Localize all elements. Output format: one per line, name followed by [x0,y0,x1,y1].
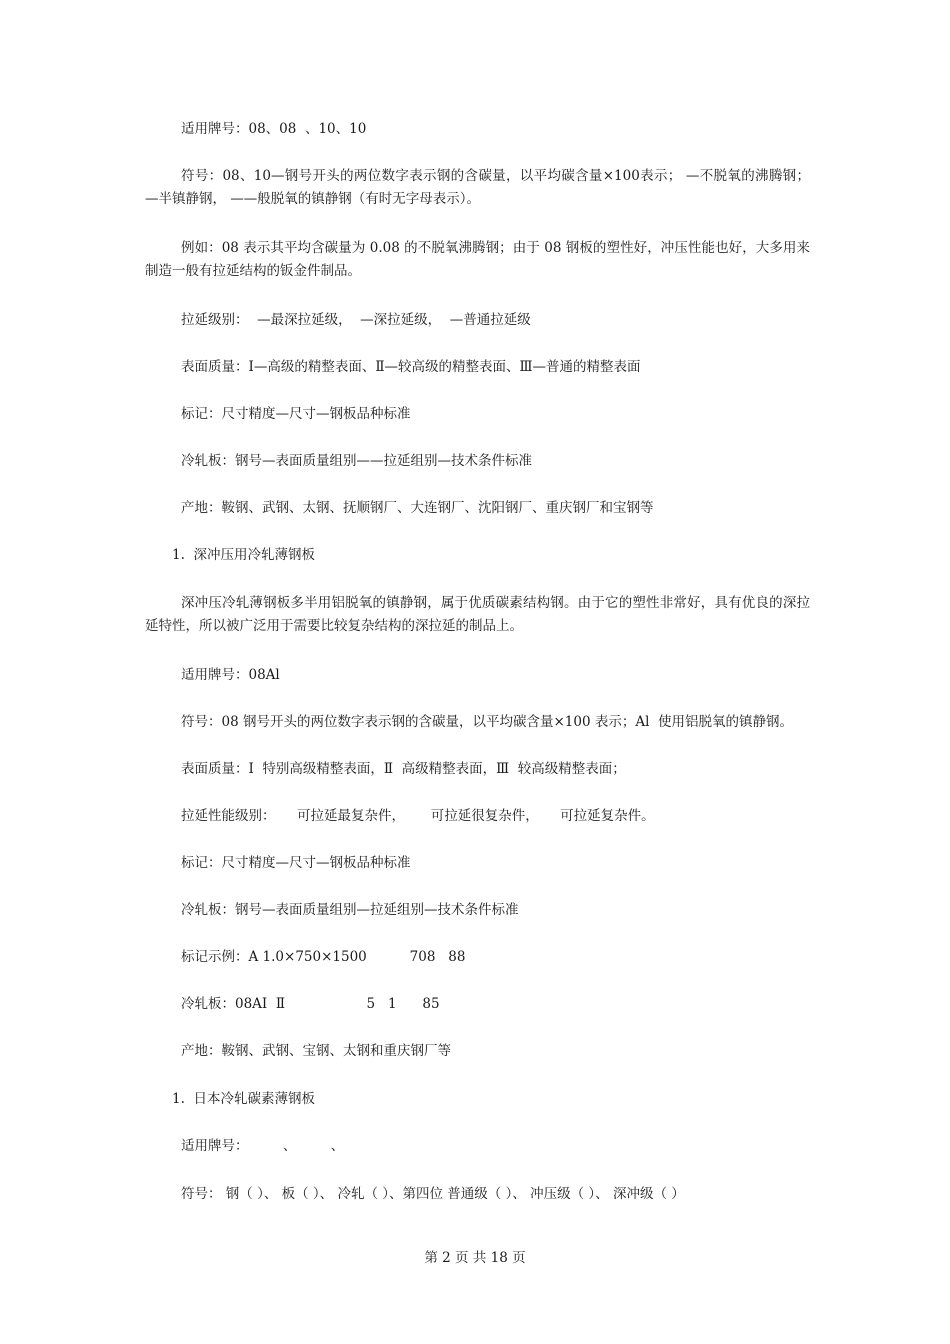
paragraph-symbol-definition: 符号：08、10—钢号开头的两位数字表示钢的含碳量，以平均碳含量×100表示； —不脱氧的沸腾钢； —半镇静钢， ——般脱氧的镇静钢（有时无字母表示）。 [145,168,810,207]
paragraph-drawing-grade: 拉延级别： —最深拉延级， —深拉延级， —普通拉延级 [181,312,531,328]
paragraph-applicable-grades-japan: 适用牌号： 、 、 [181,1138,345,1154]
paragraph-marking-example: 标记示例：A 1.0×750×1500 708 88 [181,949,466,965]
paragraph-surface-quality-08al: 表面质量：Ⅰ 特别高级精整表面，Ⅱ 高级精整表面，Ⅲ 较高级精整表面； [181,761,626,777]
paragraph-marking: 标记：尺寸精度—尺寸—钢板品种标准 [181,406,411,422]
paragraph-symbol-08al: 符号：08 钢号开头的两位数字表示钢的含碳量，以平均碳含量×100 表示；Al 使用铝脱氧的镇静钢。 [181,714,793,730]
paragraph-symbol-japan: 符号： 钢（ ）、 板（ ）、 冷轧（ ）、第四位 普通级（ ）、 冲压级（ ）、 深冲级（ ） [181,1186,685,1202]
paragraph-origin: 产地：鞍钢、武钢、太钢、抚顺钢厂、大连钢厂、沈阳钢厂、重庆钢厂和宝钢等 [181,500,654,516]
paragraph-cold-rolled: 冷轧板：钢号—表面质量组别——拉延组别—技术条件标准 [181,453,532,469]
paragraph-applicable-grades-08al: 适用牌号：08Al [181,667,280,683]
paragraph-cold-rolled-example: 冷轧板：08AⅠ Ⅱ 5 1 85 [181,996,440,1012]
paragraph-applicable-grades: 适用牌号：08、08 、10、10 [181,121,367,137]
section-heading-deep-drawing: 1. 深冲压用冷轧薄钢板 [172,547,315,563]
section-heading-japan: 1. 日本冷轧碳素薄钢板 [172,1091,315,1107]
paragraph-example: 例如：08 表示其平均含碳量为 0.08 的不脱氧沸腾钢；由于 08 钢板的塑性好，冲压性能也好，大多用来制造一般有拉延结构的钣金件制品。 [145,240,810,279]
paragraph-origin-2: 产地：鞍钢、武钢、宝钢、太钢和重庆钢厂等 [181,1043,451,1059]
page-footer: 第 2 页 共 18 页 [424,1250,526,1266]
paragraph-cold-rolled-2: 冷轧板：钢号—表面质量组别—拉延组别—技术条件标准 [181,902,519,918]
paragraph-drawing-performance: 拉延性能级别： 可拉延最复杂件， 可拉延很复杂件， 可拉延复杂件。 [181,808,655,824]
paragraph-surface-quality: 表面质量：Ⅰ—高级的精整表面、Ⅱ—较高级的精整表面、Ⅲ—普通的精整表面 [181,359,641,375]
paragraph-marking-2: 标记：尺寸精度—尺寸—钢板品种标准 [181,855,411,871]
paragraph-deep-drawing-intro: 深冲压冷轧薄钢板多半用铝脱氧的镇静钢，属于优质碳素结构钢。由于它的塑性非常好，具有优良的深拉延特性，所以被广泛用于需要比较复杂结构的深拉延的制品上。 [145,595,810,634]
